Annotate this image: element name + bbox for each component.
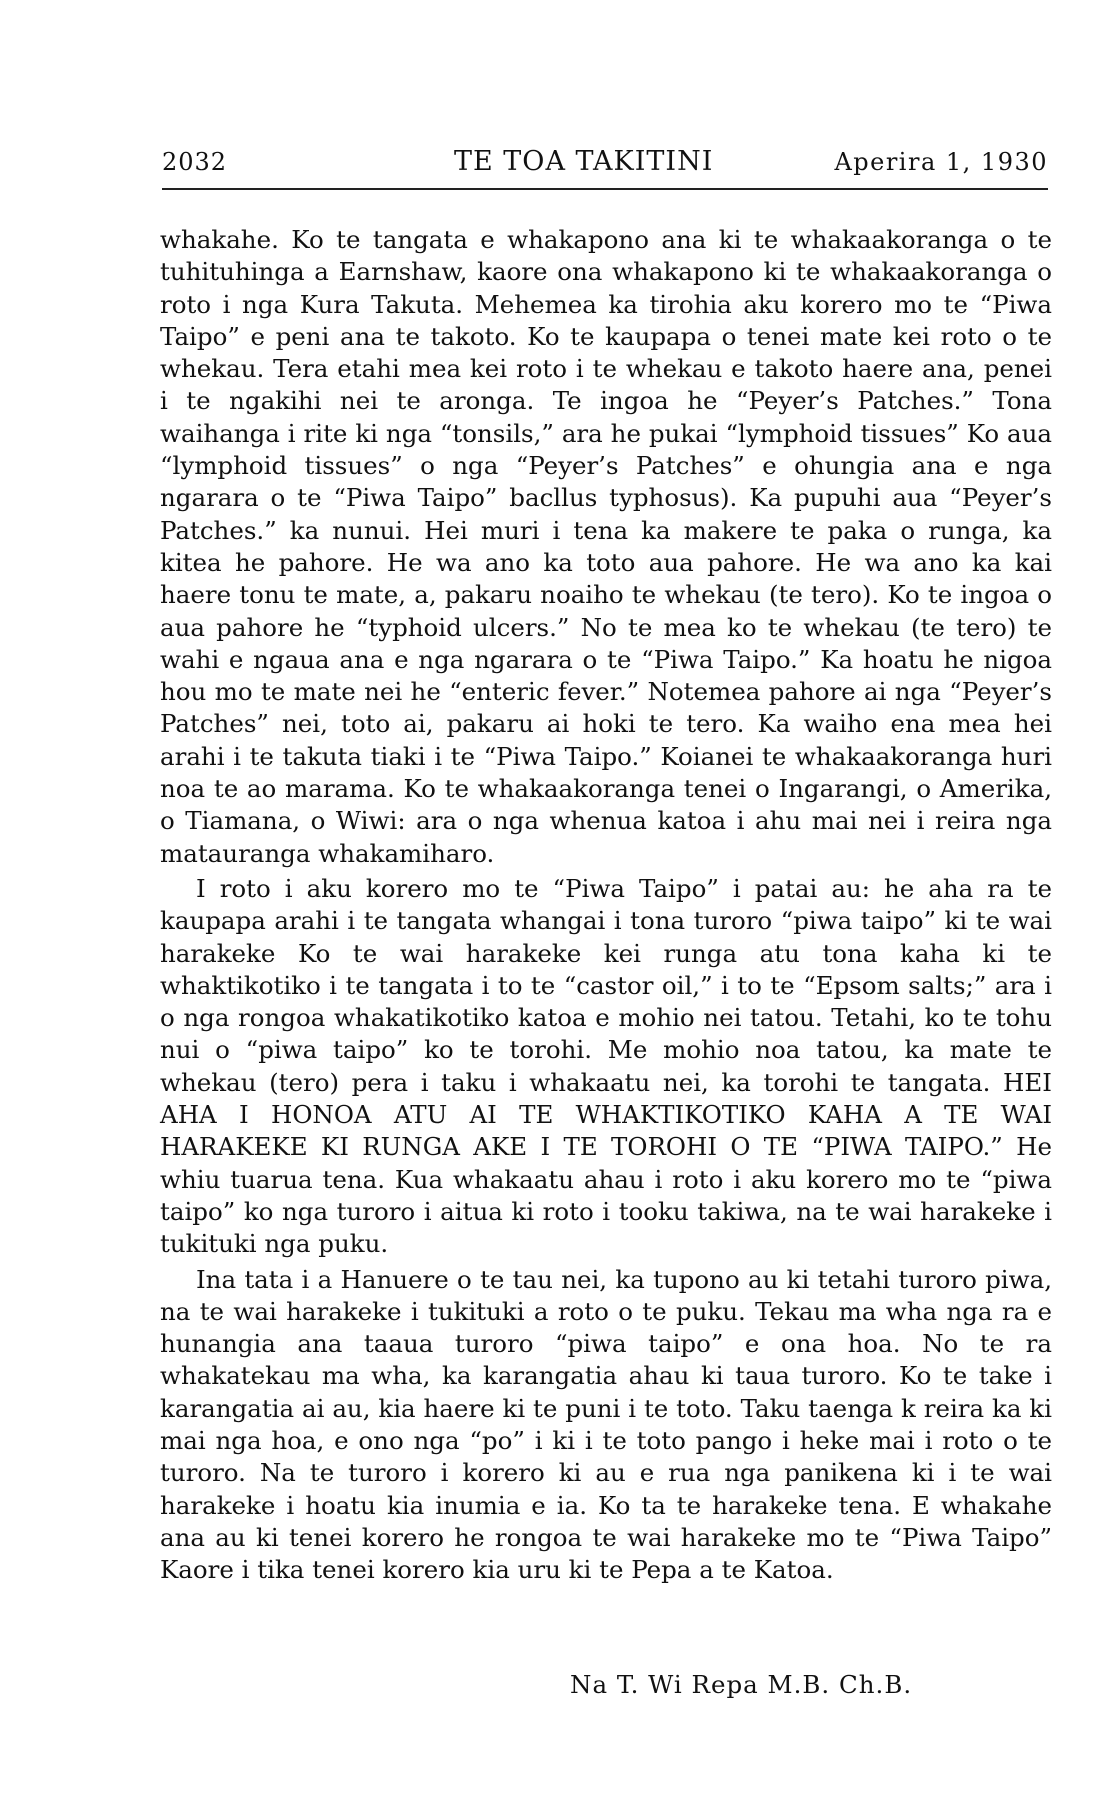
issue-date: Aperira 1, 1930: [834, 148, 1048, 176]
author-signature: Na T. Wi Repa M.B. Ch.B.: [570, 1670, 913, 1699]
article-body: [160, 224, 1052, 1586]
publication-title: TE TOA TAKITINI: [454, 146, 714, 177]
paragraph-1: whakahe. Ko te tangata e whakapono ana ki te whakaakoranga o te tuhituhinga a Earnshaw, kaore ona whakapono ki te whakaakoranga o roto i nga Kura Takuta. Mehemea ka tirohia aku korero mo te “Piwa Taipo” e peni ana te takoto. Ko te kaupapa o tenei mate kei roto o te whekau. Tera etahi mea kei roto i te whekau e takoto haere ana, penei i te ngakihi nei te aronga. Te ingoa he “Peyer’s Patches.” Tona waihanga i rite ki nga “tonsils,” ara he pukai “lymphoid tissues” Ko aua “lymphoid tissues” o nga “Peyer’s Patches” e ohungia ana e nga ngarara o te “Piwa Taipo” bacllus typhosus). Ka pupuhi aua “Peyer’s Patches.” ka nunui. Hei muri i tena ka makere te paka o runga, ka kitea he pahore. He wa ano ka toto aua pahore. He wa ano ka kai haere tonu te mate, a, pakaru noaiho te whekau (te tero). Ko te ingoa o aua pahore he “typhoid ulcers.” No te mea ko te whekau (te tero) te wahi e ngaua ana e nga ngarara o te “Piwa Taipo.” Ka hoatu he nigoa hou mo te mate nei he “enteric fever.” Notemea pahore ai nga “Peyer’s Patches” nei, toto ai, pakaru ai hoki te tero. Ka waiho ena mea hei arahi i te takuta tiaki i te “Piwa Taipo.” Koianei te whakaakoranga huri noa te ao marama. Ko te whakaakoranga tenei o Ingarangi, o Amerika, o Tiamana, o Wiwi: ara o nga whenua katoa i ahu mai nei i reira nga matauranga whakamiharo.: [160, 225, 1052, 868]
paragraph-3: Ina tata i a Hanuere o te tau nei, ka tupono au ki tetahi turoro piwa, na te wai harakeke i tukituki a roto o te puku. Tekau ma wha nga ra e hunangia ana taaua turoro “piwa taipo” e ona hoa. No te ra whakatekau ma wha, ka karangatia ahau ki taua turoro. Ko te take i karangatia ai au, kia haere ki te puni i te toto. Taku taenga k reira ka ki mai nga hoa, e ono nga “po” i ki i te toto pango i heke mai i roto o te turoro. Na te turoro i korero ki au e rua nga panikena ki i te wai harakeke i hoatu kia inumia e ia. Ko ta te harakeke tena. E whakahe ana au ki tenei korero he rongoa te wai harakeke mo te “Piwa Taipo” Kaore i tika tenei korero kia uru ki te Pepa a te Katoa.: [160, 1264, 1052, 1585]
page-header: [162, 148, 1048, 190]
page-number: 2032: [162, 148, 228, 176]
paragraph-2: I roto i aku korero mo te “Piwa Taipo” i patai au: he aha ra te kaupapa arahi i te tangata whangai i tona turoro “piwa taipo” ki te wai harakeke Ko te wai harakeke kei runga atu tona kaha ki te whaktikotiko i te tangata i to te “castor oil,” i to te “Epsom salts;” ara i o nga rongoa whakatikotiko katoa e mohio nei tatou. Tetahi, ko te tohu nui o “piwa taipo” ko te torohi. Me mohio noa tatou, ka mate te whekau (tero) pera i taku i whakaatu nei, ka torohi te tangata. HEI AHA I HONOA ATU AI TE WHAKTIKOTIKO KAHA A TE WAI HARAKEKE KI RUNGA AKE I TE TOROHI O TE “PIWA TAIPO.” He whiu tuarua tena. Kua whakaatu ahau i roto i aku korero mo te “piwa taipo” ko nga turoro i aitua ki roto i tooku takiwa, na te wai harakeke i tukituki nga puku.: [160, 873, 1052, 1259]
